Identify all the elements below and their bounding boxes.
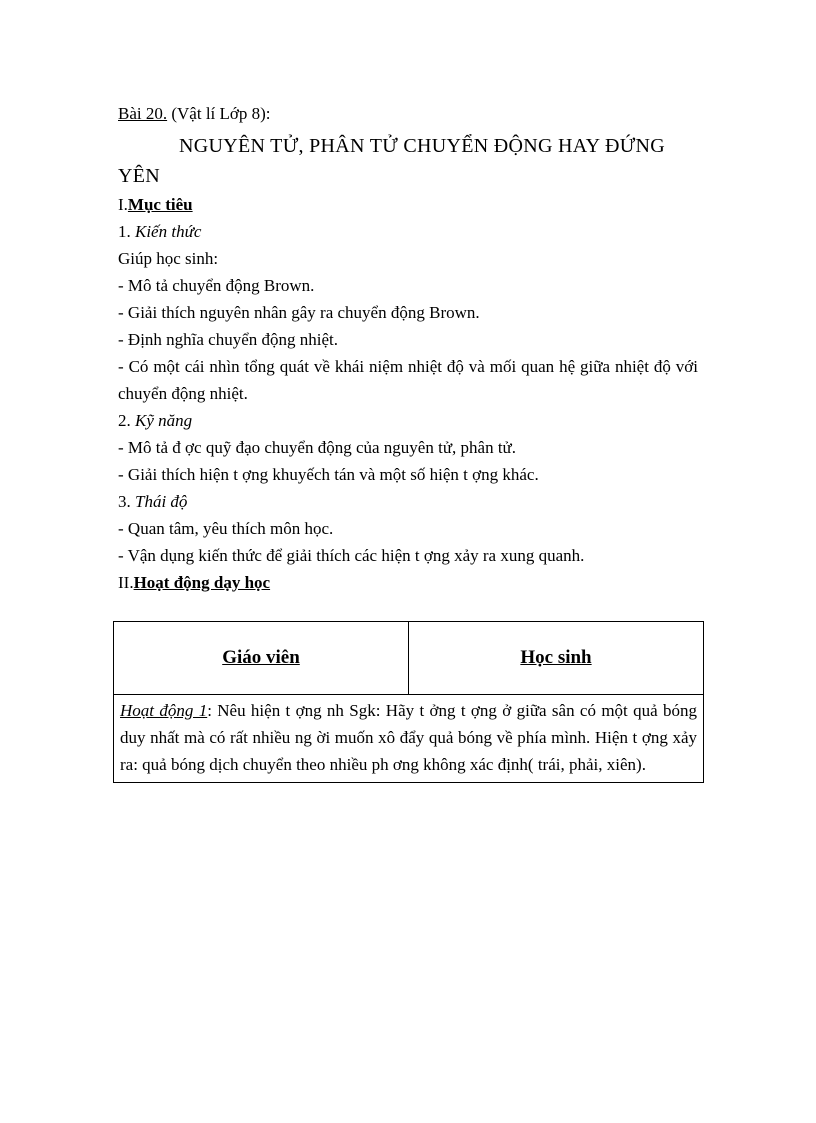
table-row	[114, 695, 704, 783]
teacher-column-header	[114, 622, 409, 695]
lesson-title	[118, 131, 698, 191]
knowledge-number: 1.	[118, 222, 135, 241]
skills-number: 2.	[118, 411, 135, 430]
section-objectives-prefix: I.	[118, 195, 128, 214]
title-line-1: NGUYÊN TỬ, PHÂN TỬ CHUYỂN ĐỘNG HAY ĐỨNG	[179, 135, 666, 157]
section-activities-title: Hoạt động dạy học	[133, 573, 271, 592]
skills-item: - Giải thích hiện t ợng khuyếch tán và một số hiện t ợng khác.	[118, 465, 539, 484]
student-column-header	[409, 622, 704, 695]
student-column-label: Học sinh	[520, 647, 592, 668]
document-page	[118, 100, 698, 596]
section-objectives-heading	[118, 191, 698, 218]
knowledge-intro: Giúp học sinh:	[118, 249, 219, 268]
knowledge-item: - Mô tả chuyển động Brown.	[118, 276, 315, 295]
knowledge-item: - Giải thích nguyên nhân gây ra chuyển động Brown.	[118, 303, 480, 322]
activity-label: Hoạt động 1	[120, 701, 208, 720]
attitude-item: - Quan tâm, yêu thích môn học.	[118, 519, 334, 538]
attitude-label: Thái độ	[135, 492, 188, 511]
section-objectives-title: Mục tiêu	[127, 195, 193, 214]
lesson-number: Bài 20.	[118, 104, 168, 123]
attitude-heading	[118, 488, 698, 515]
lesson-header	[118, 100, 698, 127]
teacher-column-label: Giáo viên	[222, 647, 300, 668]
skills-heading	[118, 407, 698, 434]
skills-label: Kỹ năng	[135, 411, 193, 430]
knowledge-item: - Định nghĩa chuyển động nhiệt.	[118, 330, 339, 349]
activity-text: : Nêu hiện t ợng nh Sgk: Hãy t ởng t ợng ở giữa sân có một quả bóng duy nhất mà có rất nhiều ng ời muốn xô đẩy quả bóng về phía mình. Hiện t ợng xảy ra: quả bóng dịch chuyển theo nhiều ph ơng không xác định( trái, phải, xiên).	[120, 701, 697, 774]
activity-table	[113, 621, 704, 783]
attitude-number: 3.	[118, 492, 135, 511]
section-activities-heading	[118, 569, 698, 596]
knowledge-item: - Có một cái nhìn tổng quát về khái niệm nhiệt độ và mối quan hệ giữa nhiệt độ với chuyển động nhiệt.	[118, 357, 698, 403]
lesson-subject: (Vật lí Lớp 8):	[167, 104, 271, 123]
activity-cell	[114, 695, 704, 783]
table-header-row	[114, 622, 704, 695]
attitude-item: - Vận dụng kiến thức để giải thích các hiện t ợng xảy ra xung quanh.	[118, 546, 585, 565]
skills-item: - Mô tả đ ợc quỹ đạo chuyển động của nguyên tử, phân tử.	[118, 438, 517, 457]
section-activities-prefix: II.	[118, 573, 134, 592]
knowledge-label: Kiến thức	[135, 222, 202, 241]
title-line-2: YÊN	[118, 165, 161, 187]
knowledge-heading	[118, 218, 698, 245]
